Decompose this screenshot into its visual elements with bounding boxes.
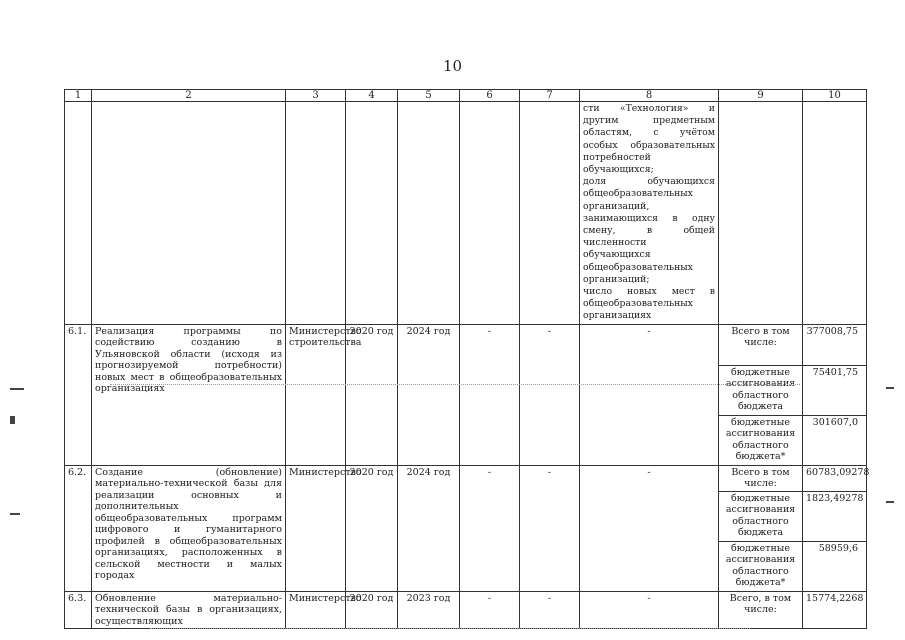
- row-organization: Министерство: [286, 465, 346, 591]
- finance-value: 58959,6: [803, 541, 867, 591]
- row-start-year: 2020 год: [346, 591, 398, 629]
- column-header: 3: [286, 90, 346, 102]
- header-row: [65, 90, 867, 102]
- row-end-year: 2023 год: [398, 591, 460, 629]
- finance-label: бюджетные ассигнования областного бюджета: [719, 491, 803, 541]
- column-header: 2: [92, 90, 286, 102]
- margin-mark: [10, 513, 20, 515]
- finance-value: 1823,49278: [803, 491, 867, 541]
- column-header: 5: [398, 90, 460, 102]
- row-col6: -: [460, 591, 520, 629]
- row-start-year: 2020 год: [346, 324, 398, 465]
- column-header: 1: [65, 90, 92, 102]
- row-end-year: 2024 год: [398, 324, 460, 465]
- column-header: 10: [803, 90, 867, 102]
- row-title: Реализация программы по содействию созданию в Ульяновской области (исходя из прогнозируемой потребности) новых мест в общеобразовательных организациях: [92, 324, 286, 465]
- row-title: Создание (обновление) материально-технической базы для реализации основных и дополнительных общеобразовательных программ цифрового и гуманитарного профилей в общеобразовательных организациях, расположенных в сельской местности и малых городах: [92, 465, 286, 591]
- row-col6: -: [460, 465, 520, 591]
- finance-value: 377008,75: [803, 324, 867, 365]
- indicator-continuation: сти «Технология» и другим предметным областям, с учётом особых образовательных потребностей обучающихся; доля обучающихся общеобразовательных организаций, занимающихся в одну смену, в общей численности обучающихся общеобразовательных организаций; число новых мест в общеобразовательных организациях: [580, 102, 719, 325]
- row-organization: Министерство строительства: [286, 324, 346, 465]
- column-header: 8: [580, 90, 719, 102]
- column-header: 7: [520, 90, 580, 102]
- row-number: 6.3.: [65, 591, 92, 629]
- row-organization: Министерство: [286, 591, 346, 629]
- table-row: [65, 465, 867, 491]
- column-header: 9: [719, 90, 803, 102]
- margin-mark: [886, 387, 894, 389]
- row-col7: -: [520, 591, 580, 629]
- margin-mark: [10, 388, 24, 390]
- row-col8: -: [580, 465, 719, 591]
- row-start-year: 2020 год: [346, 465, 398, 591]
- row-end-year: 2024 год: [398, 465, 460, 591]
- finance-value: 301607,0: [803, 415, 867, 465]
- row-col6: -: [460, 324, 520, 465]
- finance-label: Всего в том числе:: [719, 465, 803, 491]
- finance-value: 15774,2268: [803, 591, 867, 629]
- table-row: [65, 324, 867, 365]
- program-table: [64, 89, 870, 629]
- scan-artifact-line: [150, 628, 750, 629]
- finance-label: бюджетные ассигнования областного бюджета*: [719, 541, 803, 591]
- row-col8: -: [580, 591, 719, 629]
- row-number: 6.1.: [65, 324, 92, 465]
- finance-value: 75401,75: [803, 365, 867, 415]
- finance-label: Всего в том числе:: [719, 324, 803, 365]
- row-col8: -: [580, 324, 719, 465]
- finance-value: 60783,09278: [803, 465, 867, 491]
- finance-label: бюджетные ассигнования областного бюджета: [719, 365, 803, 415]
- column-header: 4: [346, 90, 398, 102]
- row-title: Обновление материально-технической базы в организациях, осуществляющих: [92, 591, 286, 629]
- finance-label: бюджетные ассигнования областного бюджета*: [719, 415, 803, 465]
- continuation-row: [65, 102, 867, 325]
- scan-artifact-line: [110, 384, 800, 385]
- margin-mark: [10, 416, 15, 424]
- margin-mark: [886, 501, 894, 503]
- column-header: 6: [460, 90, 520, 102]
- table-row: [65, 591, 867, 629]
- row-number: 6.2.: [65, 465, 92, 591]
- page-number: 10: [442, 57, 463, 75]
- row-col7: -: [520, 324, 580, 465]
- row-col7: -: [520, 465, 580, 591]
- finance-label: Всего, в том числе:: [719, 591, 803, 629]
